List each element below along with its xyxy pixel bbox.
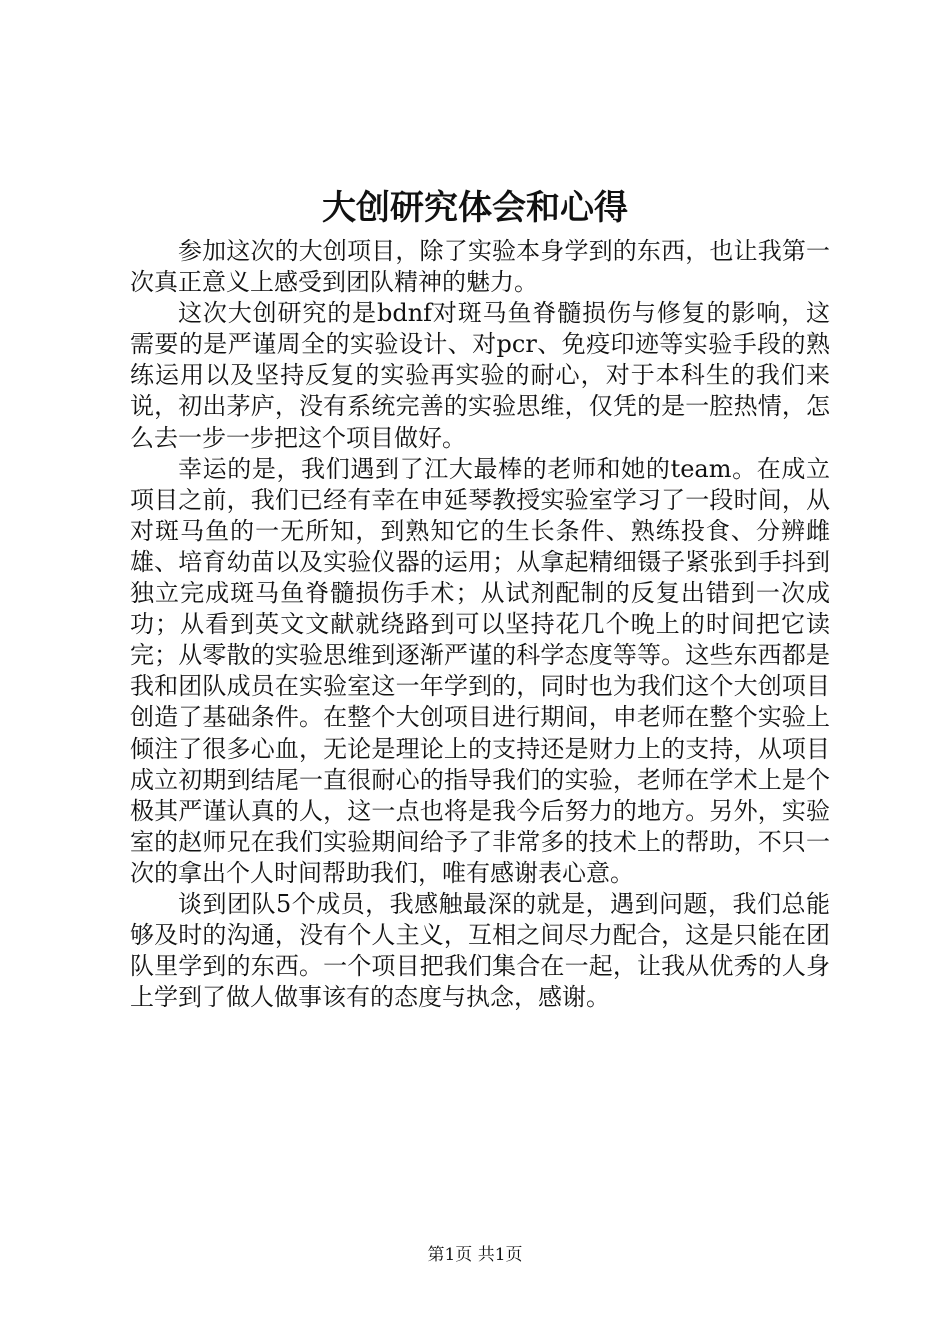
document-title: 大创研究体会和心得 — [322, 188, 628, 228]
page-number-footer: 第1页 共1页 — [427, 1245, 523, 1265]
document-body — [130, 236, 830, 1013]
paragraph-2: 这次大创研究的是bdnf对斑马鱼脊髓损伤与修复的影响，这需要的是严谨周全的实验设计、对pcr、免疫印迹等实验手段的熟练运用以及坚持反复的实验再实验的耐心，对于本科生的我们来说，初出茅庐，没有系统完善的实验思维，仅凭的是一腔热情，怎么去一步一步把这个项目做好。 — [130, 299, 830, 452]
paragraph-4: 谈到团队5个成员，我感触最深的就是，遇到问题，我们总能够及时的沟通，没有个人主义，互相之间尽力配合，这是只能在团队里学到的东西。一个项目把我们集合在一起，让我从优秀的人身上学到了做人做事该有的态度与执念，感谢。 — [130, 889, 830, 1012]
paragraph-3: 幸运的是，我们遇到了江大最棒的老师和她的team。在成立项目之前，我们已经有幸在申延琴教授实验室学习了一段时间，从对斑马鱼的一无所知，到熟知它的生长条件、熟练投食、分辨雌雄、培育幼苗以及实验仪器的运用；从拿起精细镊子紧张到手抖到独立完成斑马鱼脊髓损伤手术；从试剂配制的反复出错到一次成功；从看到英文文献就绕路到可以坚持花几个晚上的时间把它读完；从零散的实验思维到逐渐严谨的科学态度等等。这些东西都是我和团队成员在实验室这一年学到的，同时也为我们这个大创项目创造了基础条件。在整个大创项目进行期间，申老师在整个实验上倾注了很多心血，无论是理论上的支持还是财力上的支持，从项目成立初期到结尾一直很耐心的指导我们的实验，老师在学术上是个极其严谨认真的人，这一点也将是我今后努力的地方。另外，实验室的赵师兄在我们实验期间给予了非常多的技术上的帮助，不只一次的拿出个人时间帮助我们，唯有感谢表心意。 — [130, 454, 830, 887]
paragraph-1: 参加这次的大创项目，除了实验本身学到的东西，也让我第一次真正意义上感受到团队精神的魅力。 — [130, 237, 830, 297]
